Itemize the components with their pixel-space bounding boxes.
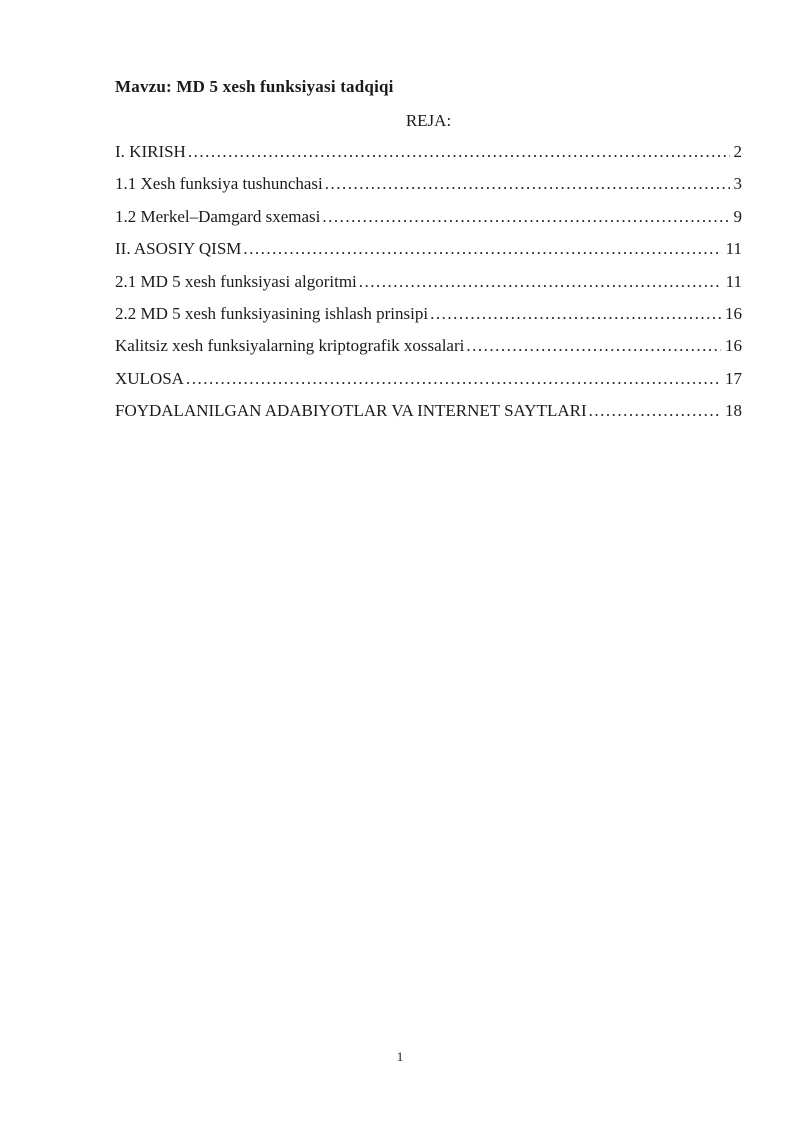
toc-entry-page: 16 — [725, 336, 742, 356]
toc-entry-label: 1.2 Merkel–Damgard sxemasi — [115, 206, 321, 226]
toc-entry-page: 11 — [725, 271, 742, 291]
page-number: 1 — [396, 1049, 404, 1064]
toc-entry-label: I. KIRISH — [115, 142, 186, 161]
toc-entry — [115, 207, 742, 239]
toc-entry — [115, 369, 742, 401]
toc-entry — [115, 272, 742, 304]
toc-entry-label: XULOSA — [115, 368, 184, 388]
toc-leader-dots — [430, 304, 721, 324]
toc-leader-dots — [589, 401, 721, 421]
toc-leader-dots — [325, 174, 730, 194]
document-content — [115, 76, 742, 434]
toc-entry-page: 16 — [725, 303, 742, 323]
toc-leader-dots — [359, 272, 722, 292]
toc-entry-label: 2.2 MD 5 xesh funksiyasining ishlash prinsipi — [115, 303, 429, 323]
toc-entry-label: 1.1 Xesh funksiya tushunchasi — [115, 174, 323, 194]
toc-leader-dots — [243, 239, 721, 259]
toc-heading: REJA: — [405, 111, 452, 130]
toc-entry-page: 9 — [733, 206, 742, 226]
toc-entry-label: FOYDALANILGAN ADABIYOTLAR VA INTERNET SAYTLARI — [115, 401, 587, 421]
toc-entry-page: 18 — [725, 401, 742, 421]
toc-entry — [115, 239, 742, 271]
toc-entry-label: II. ASOSIY QISM — [115, 239, 242, 259]
toc-leader-dots — [188, 142, 730, 162]
toc-leader-dots — [322, 207, 729, 227]
toc-entry — [115, 401, 742, 433]
toc-entry-page: 3 — [733, 174, 742, 194]
toc-leader-dots — [466, 336, 721, 356]
toc-leader-dots — [186, 369, 721, 389]
table-of-contents — [115, 142, 742, 434]
toc-entry — [115, 174, 742, 206]
toc-entry — [115, 304, 742, 336]
toc-entry — [115, 142, 742, 174]
toc-entry-page: 2 — [733, 142, 742, 161]
toc-entry — [115, 336, 742, 368]
document-title: Mavzu: MD 5 xesh funksiyasi tadqiqi — [115, 77, 394, 96]
toc-entry-page: 17 — [725, 368, 742, 388]
toc-entry-label: 2.1 MD 5 xesh funksiyasi algoritmi — [115, 271, 357, 291]
toc-entry-label: Kalitsiz xesh funksiyalarning kriptografik xossalari — [115, 336, 465, 356]
toc-entry-page: 11 — [725, 239, 742, 259]
